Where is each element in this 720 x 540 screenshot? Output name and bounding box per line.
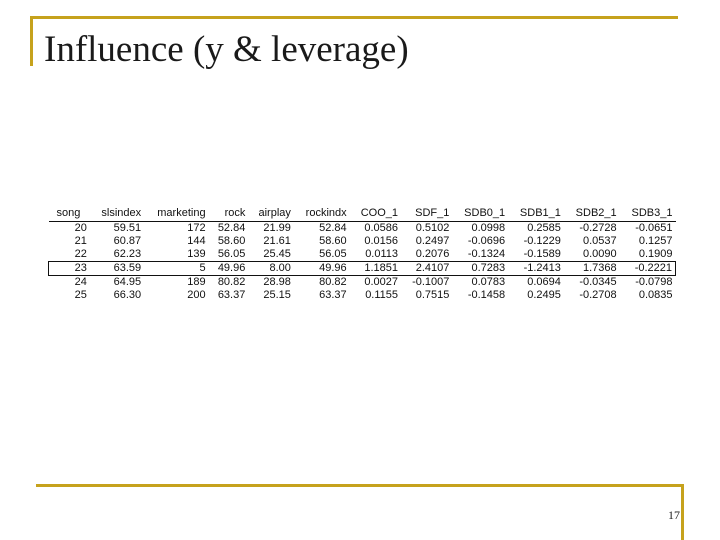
- table-cell: 58.60: [319, 235, 347, 247]
- table-cell: 172: [187, 222, 206, 234]
- table-cell: 52.84: [319, 222, 347, 234]
- table-cell: -0.1324: [467, 248, 506, 260]
- table-cell: 63.37: [319, 289, 347, 301]
- data-table-container: [48, 206, 676, 302]
- table-cell: 59.51: [113, 222, 142, 234]
- table-row: [49, 276, 676, 290]
- table-cell: 20: [74, 222, 87, 234]
- frame-right-rule: [681, 484, 684, 540]
- column-header-sdf: SDF_1: [401, 206, 452, 222]
- column-header-sdb1: SDB1_1: [508, 206, 564, 222]
- frame-bottom-rule: [36, 484, 684, 487]
- table-cell: 0.0586: [364, 222, 399, 234]
- table-cell: -0.0696: [467, 235, 506, 247]
- table-cell: 0.1909: [638, 248, 673, 260]
- table-cell: 63.37: [217, 289, 246, 301]
- table-cell: 25.15: [263, 289, 291, 301]
- table-cell: 52.84: [217, 222, 246, 234]
- table-row: [49, 222, 676, 236]
- table-cell: 200: [187, 289, 206, 301]
- table-cell: -0.1229: [523, 235, 561, 247]
- table-cell: 0.5102: [415, 222, 450, 234]
- column-header-airplay: airplay: [248, 206, 294, 222]
- table-cell: 56.05: [217, 248, 246, 260]
- table-cell: 8.00: [248, 262, 294, 276]
- table-cell: 0.0156: [364, 235, 399, 247]
- influence-table: [48, 206, 676, 302]
- table-cell: 0.2076: [415, 248, 450, 260]
- table-cell: 21.61: [263, 235, 291, 247]
- table-cell: -0.1589: [523, 248, 561, 260]
- table-cell: 21: [74, 235, 87, 247]
- table-cell: 0.7515: [415, 289, 450, 301]
- frame-top-rule: [30, 16, 678, 19]
- table-cell: 66.30: [113, 289, 142, 301]
- table-row: [49, 235, 676, 248]
- table-cell: -0.0345: [579, 276, 617, 288]
- column-header-rockindx: rockindx: [294, 206, 350, 222]
- column-header-slsindex: slsindex: [90, 206, 144, 222]
- table-cell: 5: [144, 262, 208, 276]
- table-cell: -0.1458: [467, 289, 506, 301]
- table-cell: 0.1257: [638, 235, 673, 247]
- frame-left-rule: [30, 16, 33, 66]
- table-cell: 58.60: [217, 235, 246, 247]
- table-cell: 62.23: [113, 248, 142, 260]
- column-header-sdb2: SDB2_1: [564, 206, 620, 222]
- table-cell: 21.99: [263, 222, 291, 234]
- table-cell: 0.0027: [364, 276, 399, 288]
- table-cell: -0.0651: [635, 222, 673, 234]
- table-cell: 64.95: [113, 276, 142, 288]
- table-cell: 0.0694: [527, 276, 561, 288]
- column-header-marketing: marketing: [144, 206, 208, 222]
- table-cell: 22: [74, 248, 87, 260]
- table-cell: 0.2585: [527, 222, 561, 234]
- page-number: 17: [668, 508, 680, 522]
- table-cell: 49.96: [294, 262, 350, 276]
- table-cell: 23: [49, 262, 90, 276]
- table-cell: 80.82: [217, 276, 246, 288]
- table-row: [49, 289, 676, 302]
- column-header-song: song: [49, 206, 90, 222]
- table-cell: -0.1007: [412, 276, 450, 288]
- table-cell: 0.0998: [471, 222, 506, 234]
- table-cell: 60.87: [113, 235, 142, 247]
- table-cell: -0.2221: [620, 262, 676, 276]
- table-cell: -0.2708: [579, 289, 617, 301]
- table-cell: 189: [187, 276, 206, 288]
- table-cell: 80.82: [319, 276, 347, 288]
- table-cell: 0.0783: [471, 276, 506, 288]
- table-cell: 25: [74, 289, 87, 301]
- table-cell: 63.59: [90, 262, 144, 276]
- column-header-sdb3: SDB3_1: [620, 206, 676, 222]
- table-cell: -0.2728: [579, 222, 617, 234]
- table-cell: 0.2495: [527, 289, 561, 301]
- table-body: [49, 222, 676, 303]
- slide-title: Influence (y & leverage): [44, 29, 409, 70]
- table-cell: 25.45: [263, 248, 291, 260]
- table-cell: 0.0537: [583, 235, 617, 247]
- table-cell: 2.4107: [401, 262, 452, 276]
- table-cell: 0.0090: [583, 248, 617, 260]
- table-cell: 49.96: [209, 262, 249, 276]
- table-cell: 28.98: [263, 276, 291, 288]
- column-header-coo: COO_1: [350, 206, 401, 222]
- table-cell: -0.0798: [635, 276, 673, 288]
- table-cell: 139: [187, 248, 206, 260]
- table-cell: 0.0835: [638, 289, 673, 301]
- table-cell: 0.7283: [452, 262, 508, 276]
- table-cell: 0.0113: [365, 248, 399, 260]
- table-cell: 144: [187, 235, 206, 247]
- table-cell: 24: [74, 276, 87, 288]
- table-cell: 56.05: [319, 248, 347, 260]
- table-header-row: [49, 206, 676, 222]
- table-cell: 1.1851: [350, 262, 401, 276]
- table-cell: 1.7368: [564, 262, 620, 276]
- column-header-sdb0: SDB0_1: [452, 206, 508, 222]
- table-cell: 0.2497: [415, 235, 450, 247]
- table-cell: -1.2413: [508, 262, 564, 276]
- table-cell: 0.1155: [365, 289, 399, 301]
- table-row: [49, 248, 676, 262]
- column-header-rock: rock: [209, 206, 249, 222]
- table-row: [49, 262, 676, 276]
